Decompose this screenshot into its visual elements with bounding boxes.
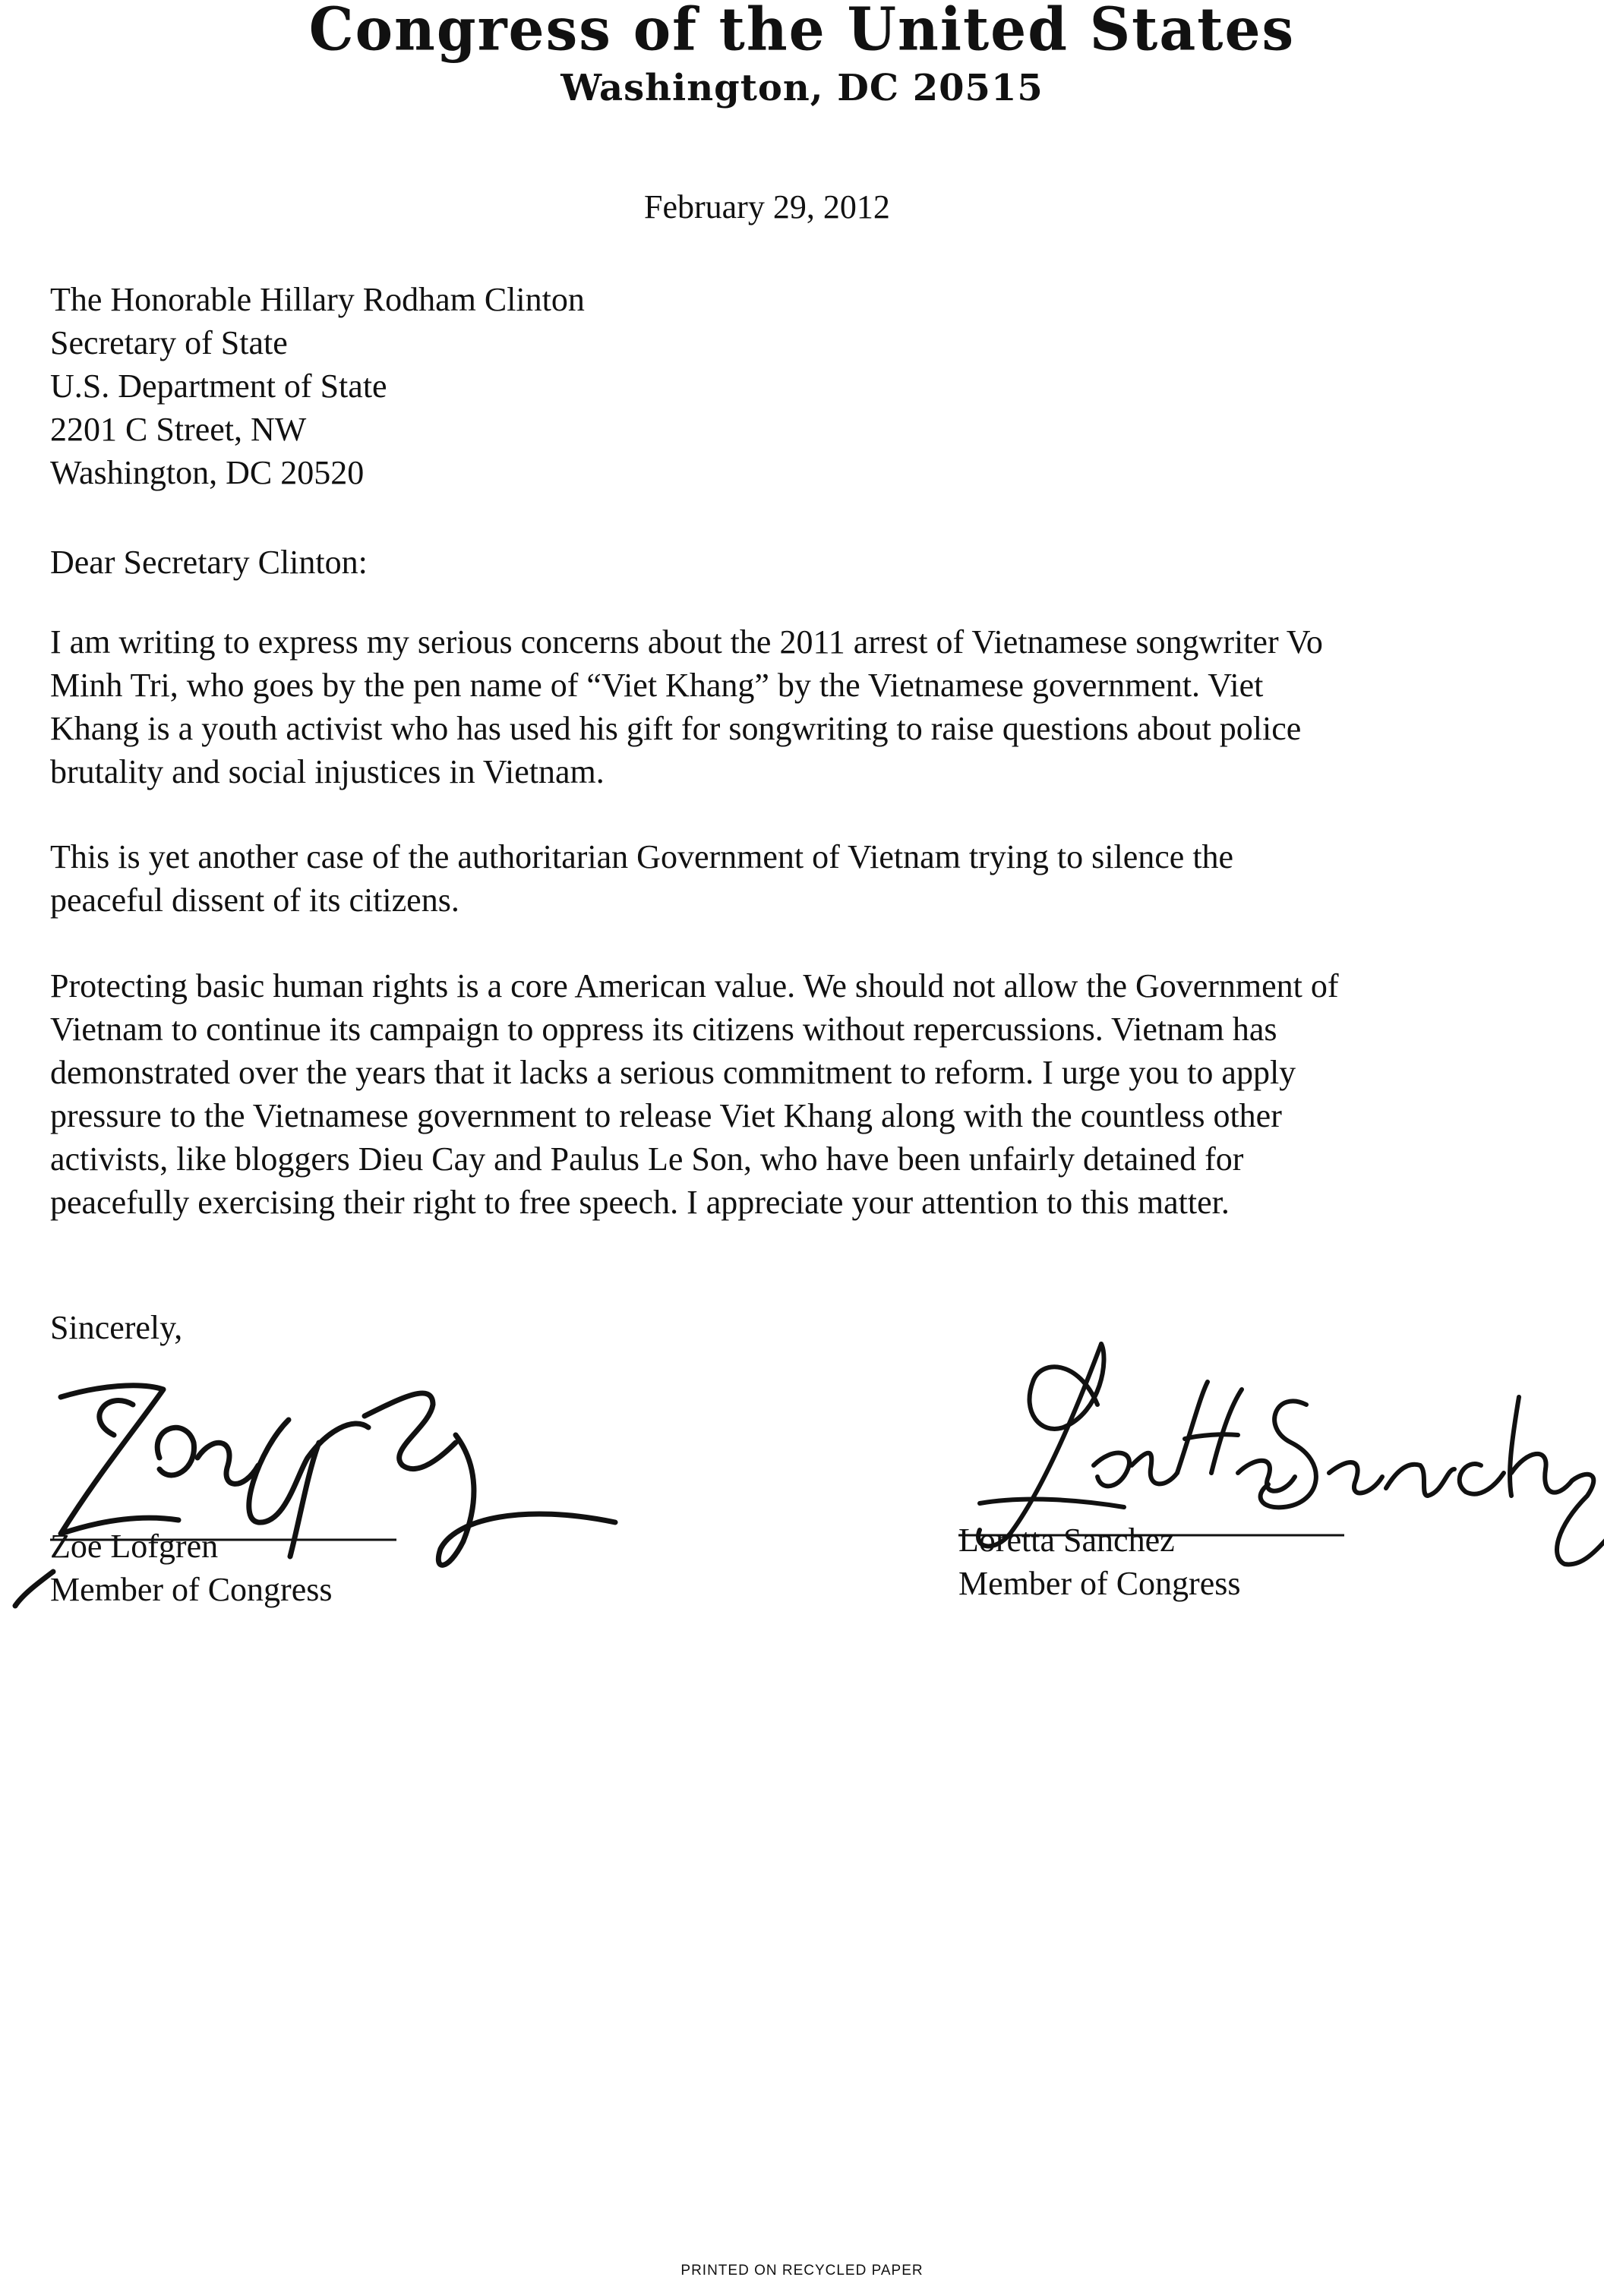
- body-paragraph-1: [50, 620, 1539, 793]
- letterhead-city: Washington, DC 20515: [560, 67, 1044, 109]
- paragraph-line: peacefully exercising their right to free speech. I appreciate your attention to this matter.: [50, 1184, 1230, 1221]
- signer-block-lofgren: [50, 1525, 333, 1611]
- paragraph-line: demonstrated over the years that it lacks a serious commitment to reform. I urge you to apply: [50, 1054, 1296, 1091]
- salutation: Dear Secretary Clinton:: [50, 544, 368, 581]
- address-line: U.S. Department of State: [50, 367, 387, 405]
- recipient-address: [50, 278, 1037, 494]
- address-line: Washington, DC 20520: [50, 454, 365, 491]
- signer-name: Loretta Sanchez: [958, 1522, 1175, 1559]
- paragraph-line: I am writing to express my serious concerns about the 2011 arrest of Vietnamese songwriter Vo: [50, 623, 1323, 661]
- paragraph-line: Vietnam to continue its campaign to oppress its citizens without repercussions. Vietnam has: [50, 1011, 1277, 1048]
- closing: Sincerely,: [50, 1309, 183, 1346]
- body-paragraph-3: [50, 964, 1539, 1224]
- paragraph-line: Khang is a youth activist who has used his gift for songwriting to raise questions about police: [50, 710, 1302, 747]
- paragraph-line: This is yet another case of the authoritarian Government of Vietnam trying to silence the: [50, 838, 1234, 875]
- letter-date: February 29, 2012: [644, 188, 890, 226]
- recycled-paper-footer: PRINTED ON RECYCLED PAPER: [680, 2263, 924, 2279]
- signer-title: Member of Congress: [50, 1571, 333, 1608]
- paragraph-line: activists, like bloggers Dieu Cay and Paulus Le Son, who have been unfairly detained for: [50, 1140, 1244, 1178]
- paragraph-line: brutality and social injustices in Vietnam.: [50, 753, 605, 790]
- signer-block-sanchez: [958, 1519, 1241, 1605]
- address-line: 2201 C Street, NW: [50, 411, 307, 448]
- paragraph-line: Minh Tri, who goes by the pen name of “Viet Khang” by the Vietnamese government. Viet: [50, 667, 1264, 704]
- signer-title: Member of Congress: [958, 1565, 1241, 1602]
- address-line: Secretary of State: [50, 324, 288, 361]
- body-paragraph-2: [50, 835, 1539, 922]
- paragraph-line: peaceful dissent of its citizens.: [50, 882, 459, 919]
- paragraph-line: pressure to the Vietnamese government to release Viet Khang along with the countless other: [50, 1097, 1282, 1134]
- address-line: The Honorable Hillary Rodham Clinton: [50, 281, 585, 318]
- letterhead-title: Congress of the United States: [308, 0, 1296, 65]
- signer-name: Zoe Lofgren: [50, 1528, 219, 1565]
- paragraph-line: Protecting basic human rights is a core American value. We should not allow the Government of: [50, 967, 1339, 1004]
